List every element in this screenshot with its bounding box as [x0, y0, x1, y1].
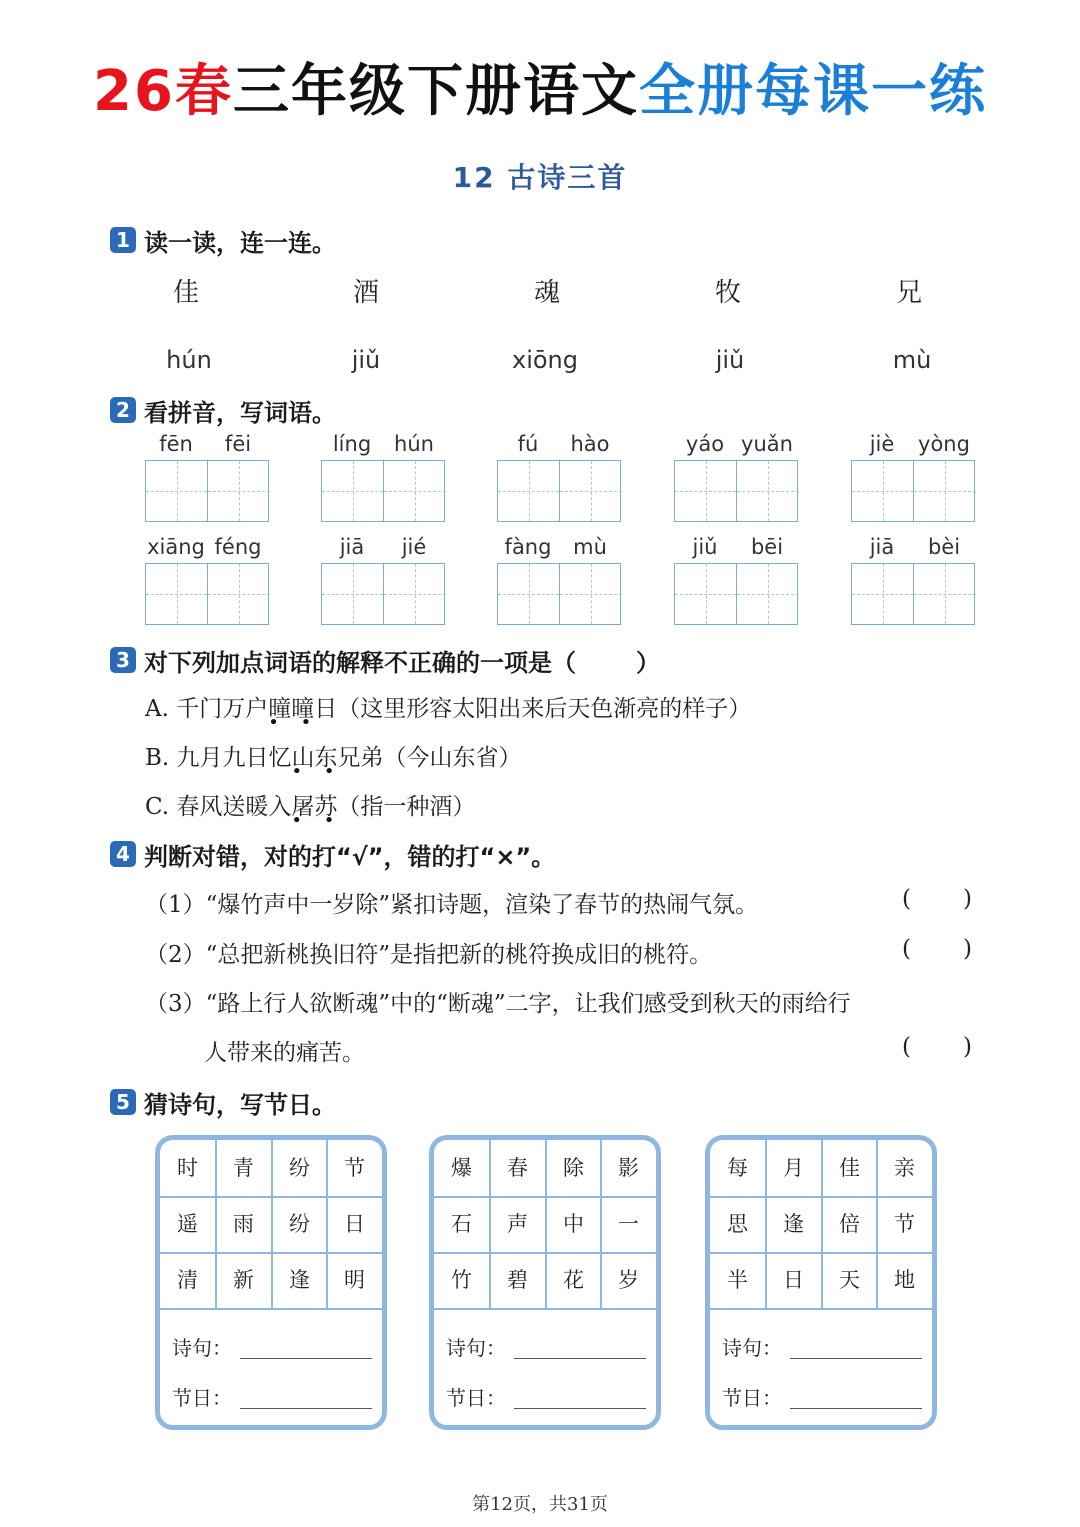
grid-char[interactable]: 节 — [344, 1156, 365, 1180]
section-title: 对下列加点词语的解释不正确的一项是（ — [144, 648, 576, 677]
verse-answer-line[interactable] — [514, 1358, 646, 1359]
festival-answer-line[interactable] — [240, 1408, 372, 1409]
section-3-header — [110, 644, 660, 676]
answer-parentheses[interactable]: ( ) — [902, 1034, 972, 1060]
match-pinyin[interactable]: mù — [892, 346, 932, 374]
banner-title — [0, 52, 1080, 132]
writing-grid[interactable] — [145, 460, 269, 522]
grid-char[interactable]: 逢 — [289, 1268, 310, 1292]
judgement-item-3-cont: 人带来的痛苦。 — [204, 1040, 365, 1066]
section-number-badge: 3 — [110, 647, 136, 673]
grid-char[interactable]: 纷 — [289, 1212, 310, 1236]
match-pinyin[interactable]: hún — [166, 346, 212, 374]
match-char[interactable]: 魂 — [533, 278, 560, 308]
grid-char[interactable]: 日 — [344, 1212, 365, 1236]
option-a[interactable]: A. 千门万户曈曈 • •日（这里形容太阳出来后天色渐亮的样子） — [145, 690, 751, 723]
section-2-header — [110, 394, 336, 426]
grid-char[interactable]: 岁 — [618, 1268, 639, 1292]
grid-char[interactable]: 碧 — [507, 1268, 528, 1292]
section-title: 看拼音，写词语。 — [144, 398, 336, 427]
section-number-badge: 1 — [110, 227, 136, 253]
section-title: 猜诗句，写节日。 — [144, 1090, 336, 1119]
option-b[interactable]: B. 九月九日忆山东 • •兄弟（今山东省） — [145, 739, 522, 772]
dotted-word: 屠苏 • • — [291, 788, 337, 821]
section-title: 读一读，连一连。 — [144, 228, 336, 257]
grid-char[interactable]: 青 — [233, 1156, 254, 1180]
writing-grid[interactable] — [321, 460, 445, 522]
judgement-item-3: （3）“路上行人欲断魂”中的“断魂”二字，让我们感受到秋天的雨给行 — [145, 991, 851, 1017]
section-4-header — [110, 838, 555, 870]
banner-part-blue: 全册每课一练 — [638, 59, 987, 124]
poem-grid-card — [155, 1135, 387, 1430]
grid-char[interactable]: 天 — [839, 1268, 860, 1292]
match-pinyin[interactable]: jiǔ — [715, 346, 745, 374]
grid-char[interactable]: 一 — [618, 1212, 639, 1236]
verse-label: 诗句： — [722, 1336, 782, 1360]
grid-char[interactable]: 遥 — [177, 1212, 198, 1236]
writing-grid[interactable] — [851, 460, 975, 522]
grid-char[interactable]: 思 — [727, 1212, 748, 1236]
grid-char[interactable]: 佳 — [839, 1156, 860, 1180]
writing-grid[interactable] — [674, 563, 798, 625]
grid-char[interactable]: 每 — [727, 1156, 748, 1180]
lesson-title: 12 古诗三首 — [452, 161, 628, 194]
grid-char[interactable]: 地 — [894, 1268, 915, 1292]
section-title: 判断对错，对的打“√”，错的打“×”。 — [144, 842, 556, 871]
section-number-badge: 2 — [110, 397, 136, 423]
section-5-header — [110, 1086, 336, 1118]
festival-label: 节日： — [446, 1386, 506, 1410]
grid-char[interactable]: 半 — [727, 1268, 748, 1292]
writing-grid[interactable] — [497, 563, 621, 625]
section-number-badge: 5 — [110, 1089, 136, 1115]
grid-char[interactable]: 花 — [563, 1268, 584, 1292]
grid-char[interactable]: 逢 — [783, 1212, 804, 1236]
grid-char[interactable]: 石 — [451, 1212, 472, 1236]
grid-char[interactable]: 纷 — [289, 1156, 310, 1180]
writing-grid[interactable] — [674, 460, 798, 522]
verse-label: 诗句： — [172, 1336, 232, 1360]
option-c[interactable]: C. 春风送暖入屠苏 • •（指一种酒） — [145, 788, 475, 821]
grid-char[interactable]: 新 — [233, 1268, 254, 1292]
banner-part-black: 三年级下册语文 — [232, 59, 639, 124]
grid-char[interactable]: 中 — [563, 1212, 584, 1236]
poem-grid-card — [705, 1135, 937, 1430]
grid-char[interactable]: 月 — [783, 1156, 804, 1180]
section-number-badge: 4 — [110, 841, 136, 867]
grid-char[interactable]: 竹 — [451, 1268, 472, 1292]
verse-answer-line[interactable] — [240, 1358, 372, 1359]
festival-answer-line[interactable] — [790, 1408, 922, 1409]
grid-char[interactable]: 明 — [344, 1268, 365, 1292]
grid-char[interactable]: 节 — [894, 1212, 915, 1236]
writing-grid[interactable] — [851, 563, 975, 625]
dotted-word: 山东 • • — [292, 739, 338, 772]
match-pinyin[interactable]: jiǔ — [351, 346, 381, 374]
judgement-item-2: （2）“总把新桃换旧符”是指把新的桃符换成旧的桃符。 — [145, 942, 713, 968]
grid-char[interactable]: 爆 — [451, 1156, 472, 1180]
grid-char[interactable]: 清 — [177, 1268, 198, 1292]
match-pinyin[interactable]: xiōng — [512, 346, 578, 374]
festival-answer-line[interactable] — [514, 1408, 646, 1409]
grid-char[interactable]: 时 — [177, 1156, 198, 1180]
writing-grid[interactable] — [145, 563, 269, 625]
grid-char[interactable]: 除 — [563, 1156, 584, 1180]
grid-char[interactable]: 春 — [507, 1156, 528, 1180]
festival-label: 节日： — [722, 1386, 782, 1410]
answer-parentheses[interactable]: ( ) — [902, 936, 972, 962]
match-char[interactable]: 兄 — [895, 278, 922, 308]
match-char[interactable]: 酒 — [352, 278, 379, 308]
answer-parentheses[interactable]: ( ) — [902, 886, 972, 912]
grid-char[interactable]: 日 — [783, 1268, 804, 1292]
grid-char[interactable]: 影 — [618, 1156, 639, 1180]
section-title-end: ） — [636, 648, 660, 677]
match-char[interactable]: 佳 — [172, 278, 199, 308]
banner-part-red: 26春 — [93, 59, 233, 124]
section-1-header — [110, 224, 336, 256]
writing-grid[interactable] — [497, 460, 621, 522]
verse-answer-line[interactable] — [790, 1358, 922, 1359]
festival-label: 节日： — [172, 1386, 232, 1410]
poem-grid-card — [429, 1135, 661, 1430]
grid-char[interactable]: 亲 — [894, 1156, 915, 1180]
grid-char[interactable]: 雨 — [233, 1212, 254, 1236]
grid-char[interactable]: 声 — [507, 1212, 528, 1236]
grid-char[interactable]: 倍 — [839, 1212, 860, 1236]
page-footer: 第12页，共31页 — [472, 1494, 608, 1515]
writing-grid[interactable] — [321, 563, 445, 625]
judgement-item-1: （1）“爆竹声中一岁除”紧扣诗题，渲染了春节的热闹气氛。 — [145, 892, 759, 918]
match-char[interactable]: 牧 — [714, 278, 741, 308]
verse-label: 诗句： — [446, 1336, 506, 1360]
dotted-word: 曈曈 • • — [268, 690, 314, 723]
